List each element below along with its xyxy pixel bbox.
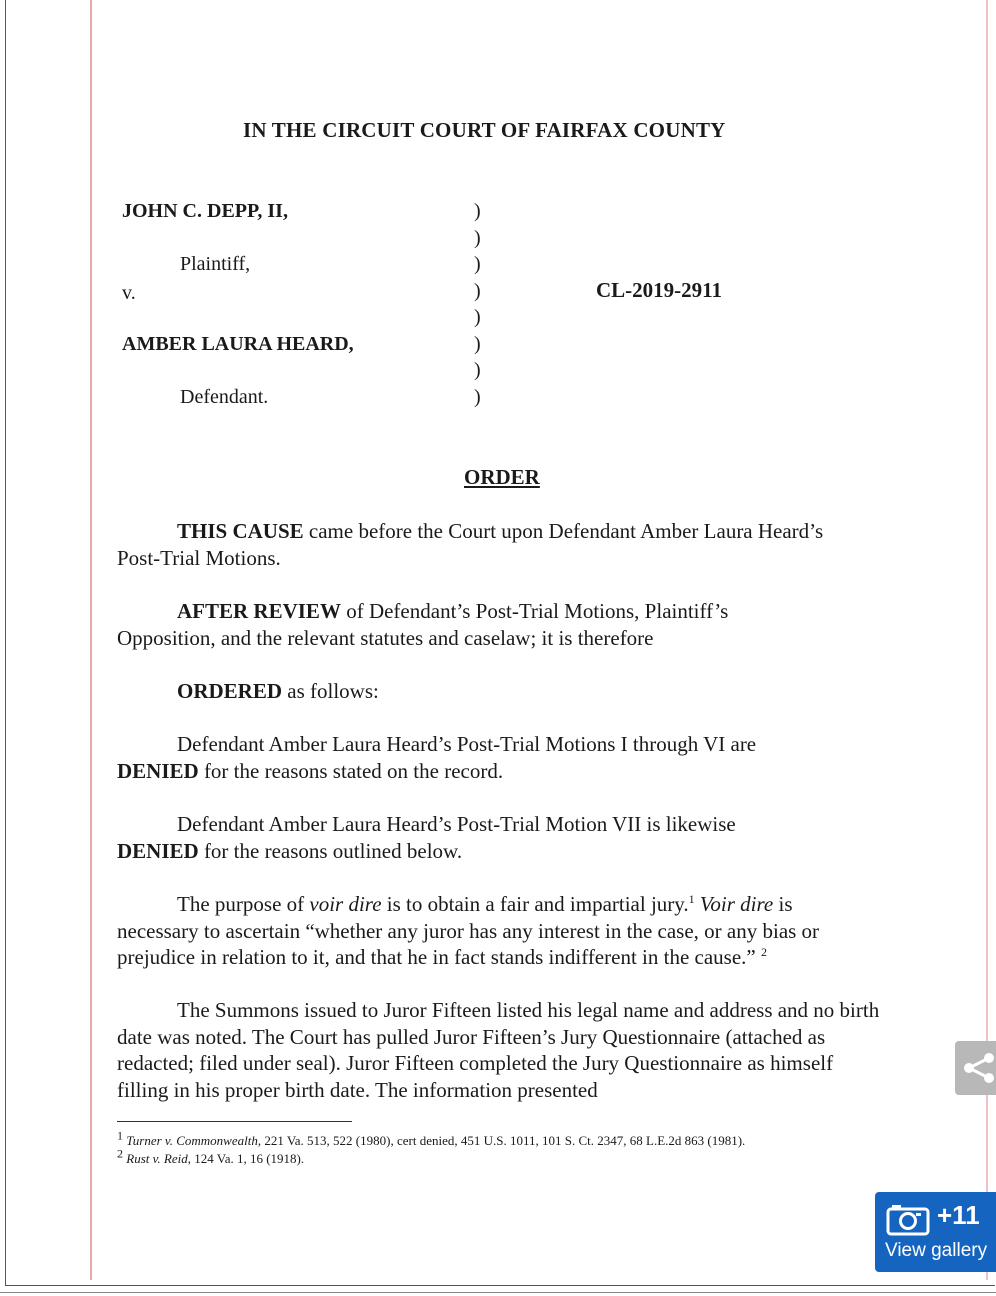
- caption-paren: ): [474, 279, 481, 302]
- versus: v.: [122, 282, 136, 304]
- paragraph-motion-vii-denied: Defendant Amber Laura Heard’s Post-Trial Motion VII is likewise DENIED for the reasons outlined below.: [117, 812, 736, 863]
- gallery-label: View gallery: [885, 1240, 988, 1261]
- defendant-name: AMBER LAURA HEARD,: [122, 333, 354, 355]
- denied-label: DENIED: [117, 838, 199, 863]
- left-margin-rule: [90, 0, 92, 1280]
- plaintiff-name: JOHN C. DEPP, II,: [122, 200, 288, 222]
- footnote-ref-2: 2: [760, 945, 767, 959]
- defendant-role: Defendant.: [180, 386, 269, 408]
- footnote-1: $^1$ Turner v. Commonwealth, 221 Va. 513, 522 (1980), cert denied, 451 U.S. 1011, 101 S. Ct. 2347, 68 L.E.2d 863 (1981).: [117, 1128, 746, 1148]
- caption-paren: ): [474, 332, 481, 355]
- share-icon: [955, 1041, 996, 1095]
- view-gallery-button[interactable]: [875, 1192, 996, 1272]
- case-number: CL-2019-2911: [596, 278, 722, 302]
- footnote-2: $^2$ Rust v. Reid, 124 Va. 1, 16 (1918).: [117, 1146, 305, 1166]
- footnote-ref-1: 1: [688, 892, 695, 906]
- denied-label: DENIED: [117, 758, 199, 783]
- paragraph-ordered: ORDERED as follows:: [177, 679, 379, 703]
- paragraph-this-cause: THIS CAUSE came before the Court upon Defendant Amber Laura Heard’s Post-Trial Motions.: [117, 519, 824, 570]
- caption-paren: ): [474, 200, 481, 222]
- lead-this-cause: THIS CAUSE: [177, 519, 304, 543]
- share-button[interactable]: [955, 1041, 996, 1095]
- plaintiff-role: Plaintiff,: [180, 253, 251, 275]
- court-title: IN THE CIRCUIT COURT OF FAIRFAX COUNTY: [243, 118, 726, 142]
- paragraph-voir-dire: The purpose of voir dire is to obtain a fair and impartial jury.$^1$ Voir dire is necessary to ascertain “whether any juror has any interest in the case, or any bias or prejudice in relation to it, and that he in fact stands indifferent in the cause.” $^2$: [117, 892, 820, 969]
- camera-icon: [885, 1202, 931, 1236]
- footnotes: [117, 1128, 877, 1168]
- order-heading: ORDER: [464, 465, 540, 489]
- caption-paren: ): [474, 385, 481, 408]
- caption-paren: ): [474, 253, 481, 275]
- lead-ordered: ORDERED: [177, 679, 283, 703]
- caption-bracket: [474, 198, 481, 410]
- paragraph-motions-denied: Defendant Amber Laura Heard’s Post-Trial Motions I through VI are DENIED for the reasons stated on the record.: [117, 732, 757, 783]
- footnote-divider: [117, 1121, 352, 1122]
- page-divider: [0, 1292, 996, 1293]
- lead-after-review: AFTER REVIEW: [177, 599, 341, 623]
- paragraph-after-review: AFTER REVIEW of Defendant’s Post-Trial Motions, Plaintiff’s Opposition, and the relevant statutes and caselaw; it is therefore: [117, 599, 729, 650]
- caption-paren: ): [474, 306, 481, 328]
- caption-paren: ): [474, 226, 481, 249]
- caption-paren: ): [474, 359, 481, 381]
- gallery-count: +11: [937, 1200, 980, 1230]
- paragraph-summons: The Summons issued to Juror Fifteen listed his legal name and address and no birth date was noted. The Court has pulled Juror Fifteen’s Jury Questionnaire (attached as redacted; filed under seal). Juror Fifteen completed the Jury Questionnaire as himself filling in his proper birth date. The information presented: [117, 998, 880, 1102]
